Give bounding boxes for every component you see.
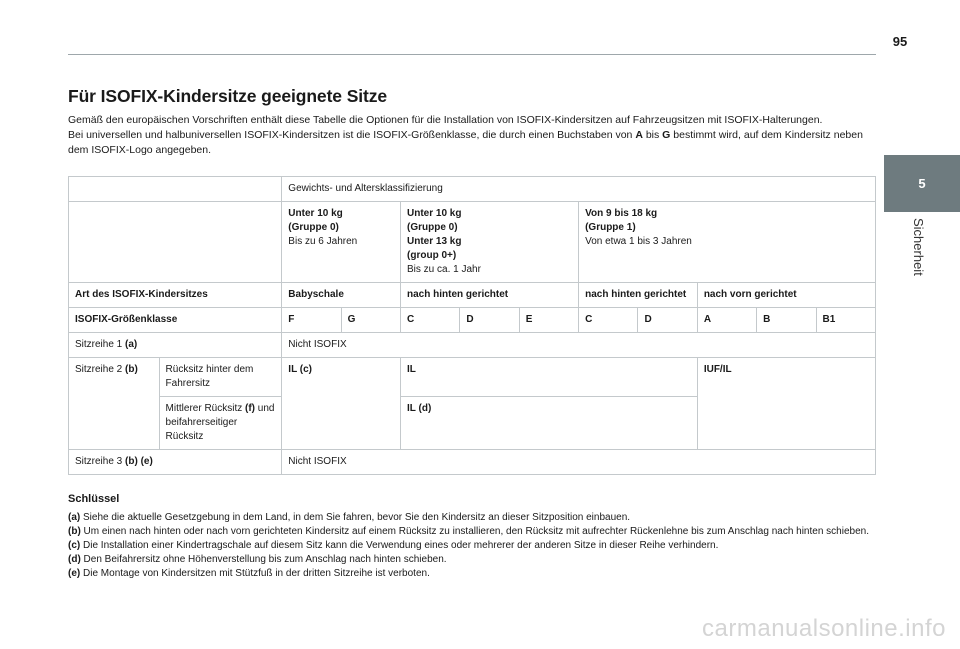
- class-cell: C: [401, 308, 460, 333]
- page-number: 95: [892, 34, 908, 49]
- header-rule: [68, 54, 876, 55]
- class-cell: D: [460, 308, 519, 333]
- type-label: Art des ISOFIX-Kindersitzes: [69, 283, 282, 308]
- key-item: (b) Um einen nach hinten oder nach vorn gerichteten Kindersitz auf einem Rücksitz zu installieren, den Rücksitz mit aufrechter Rückenlehne bis zum Anschlag nach hinten schieben.: [68, 526, 869, 537]
- group-cell: Unter 10 kg (Gruppe 0) Unter 13 kg (group 0+) Bis zu ca. 1 Jahr: [401, 202, 579, 283]
- class-cell: F: [282, 308, 341, 333]
- sub-row-label: Mittlerer Rücksitz (f) und beifahrerseitiger Rücksitz: [159, 397, 282, 450]
- table-row: [69, 177, 876, 202]
- main-content: [68, 86, 876, 581]
- table-row: [69, 308, 876, 333]
- type-cell: nach hinten gerichtet: [401, 283, 579, 308]
- intro-text: [68, 113, 876, 158]
- row-value: Nicht ISOFIX: [282, 450, 876, 475]
- sub-row-label: Rücksitz hinter dem Fahrersitz: [159, 358, 282, 397]
- group-cell: Unter 10 kg (Gruppe 0) Bis zu 6 Jahren: [282, 202, 401, 283]
- chapter-label: Sicherheit: [911, 218, 926, 276]
- row-value: IL: [401, 358, 698, 397]
- key-item: (d) Den Beifahrersitz ohne Höhenverstellung bis zum Anschlag nach hinten schieben.: [68, 554, 447, 565]
- intro-line-1: Gemäß den europäischen Vorschriften enthält diese Tabelle die Optionen für die Installation von ISOFIX-Kindersitzen auf Fahrzeugsitzen mit ISOFIX-Halterungen.: [68, 114, 823, 126]
- row-value: IL (d): [401, 397, 698, 450]
- row-value: IUF/IL: [697, 358, 875, 450]
- table-row: [69, 358, 876, 397]
- isofix-table: [68, 176, 876, 475]
- chapter-tab[interactable]: 5: [884, 155, 960, 212]
- table-row: [69, 333, 876, 358]
- class-cell: E: [519, 308, 578, 333]
- row-value: Nicht ISOFIX: [282, 333, 876, 358]
- class-cell: G: [341, 308, 400, 333]
- row-label: Sitzreihe 1 (a): [69, 333, 282, 358]
- key-item: (e) Die Montage von Kindersitzen mit Stützfuß in der dritten Sitzreihe ist verboten.: [68, 568, 430, 579]
- row-label: Sitzreihe 3 (b) (e): [69, 450, 282, 475]
- weight-header: Gewichts- und Altersklassifizierung: [282, 177, 876, 202]
- key-item: (a) Siehe die aktuelle Gesetzgebung in dem Land, in dem Sie fahren, bevor Sie den Kindersitz an dieser Sitzposition einbauen.: [68, 512, 631, 523]
- class-cell: B1: [816, 308, 875, 333]
- table-row: [69, 283, 876, 308]
- table-row: [69, 450, 876, 475]
- watermark: carmanualsonline.info: [702, 615, 946, 642]
- key-item: (c) Die Installation einer Kindertragschale auf diesem Sitz kann die Verwendung eines oder mehrerer der anderen Sitze in dieser Reihe verhindern.: [68, 540, 719, 551]
- group-cell: Von 9 bis 18 kg (Gruppe 1) Von etwa 1 bis 3 Jahren: [579, 202, 876, 283]
- class-label: ISOFIX-Größenklasse: [69, 308, 282, 333]
- type-cell: nach hinten gerichtet: [579, 283, 698, 308]
- table-row: [69, 202, 876, 283]
- key-list: [68, 511, 876, 581]
- class-cell: A: [697, 308, 756, 333]
- row-label: Sitzreihe 2 (b): [69, 358, 160, 450]
- page-title: Für ISOFIX-Kindersitze geeignete Sitze: [68, 86, 388, 106]
- type-cell: nach vorn gerichtet: [697, 283, 875, 308]
- type-cell: Babyschale: [282, 283, 401, 308]
- class-cell: B: [757, 308, 816, 333]
- row-value: IL (c): [282, 358, 401, 450]
- intro-line-2: Bei universellen und halbuniversellen ISOFIX-Kindersitzen ist die ISOFIX-Größenklasse, die durch einen Buchstaben von A bis G bestimmt wird, auf dem Kindersitz neben dem ISOFIX-Logo angegeben.: [68, 129, 863, 156]
- class-cell: D: [638, 308, 697, 333]
- class-cell: C: [579, 308, 638, 333]
- key-title: Schlüssel: [68, 493, 120, 505]
